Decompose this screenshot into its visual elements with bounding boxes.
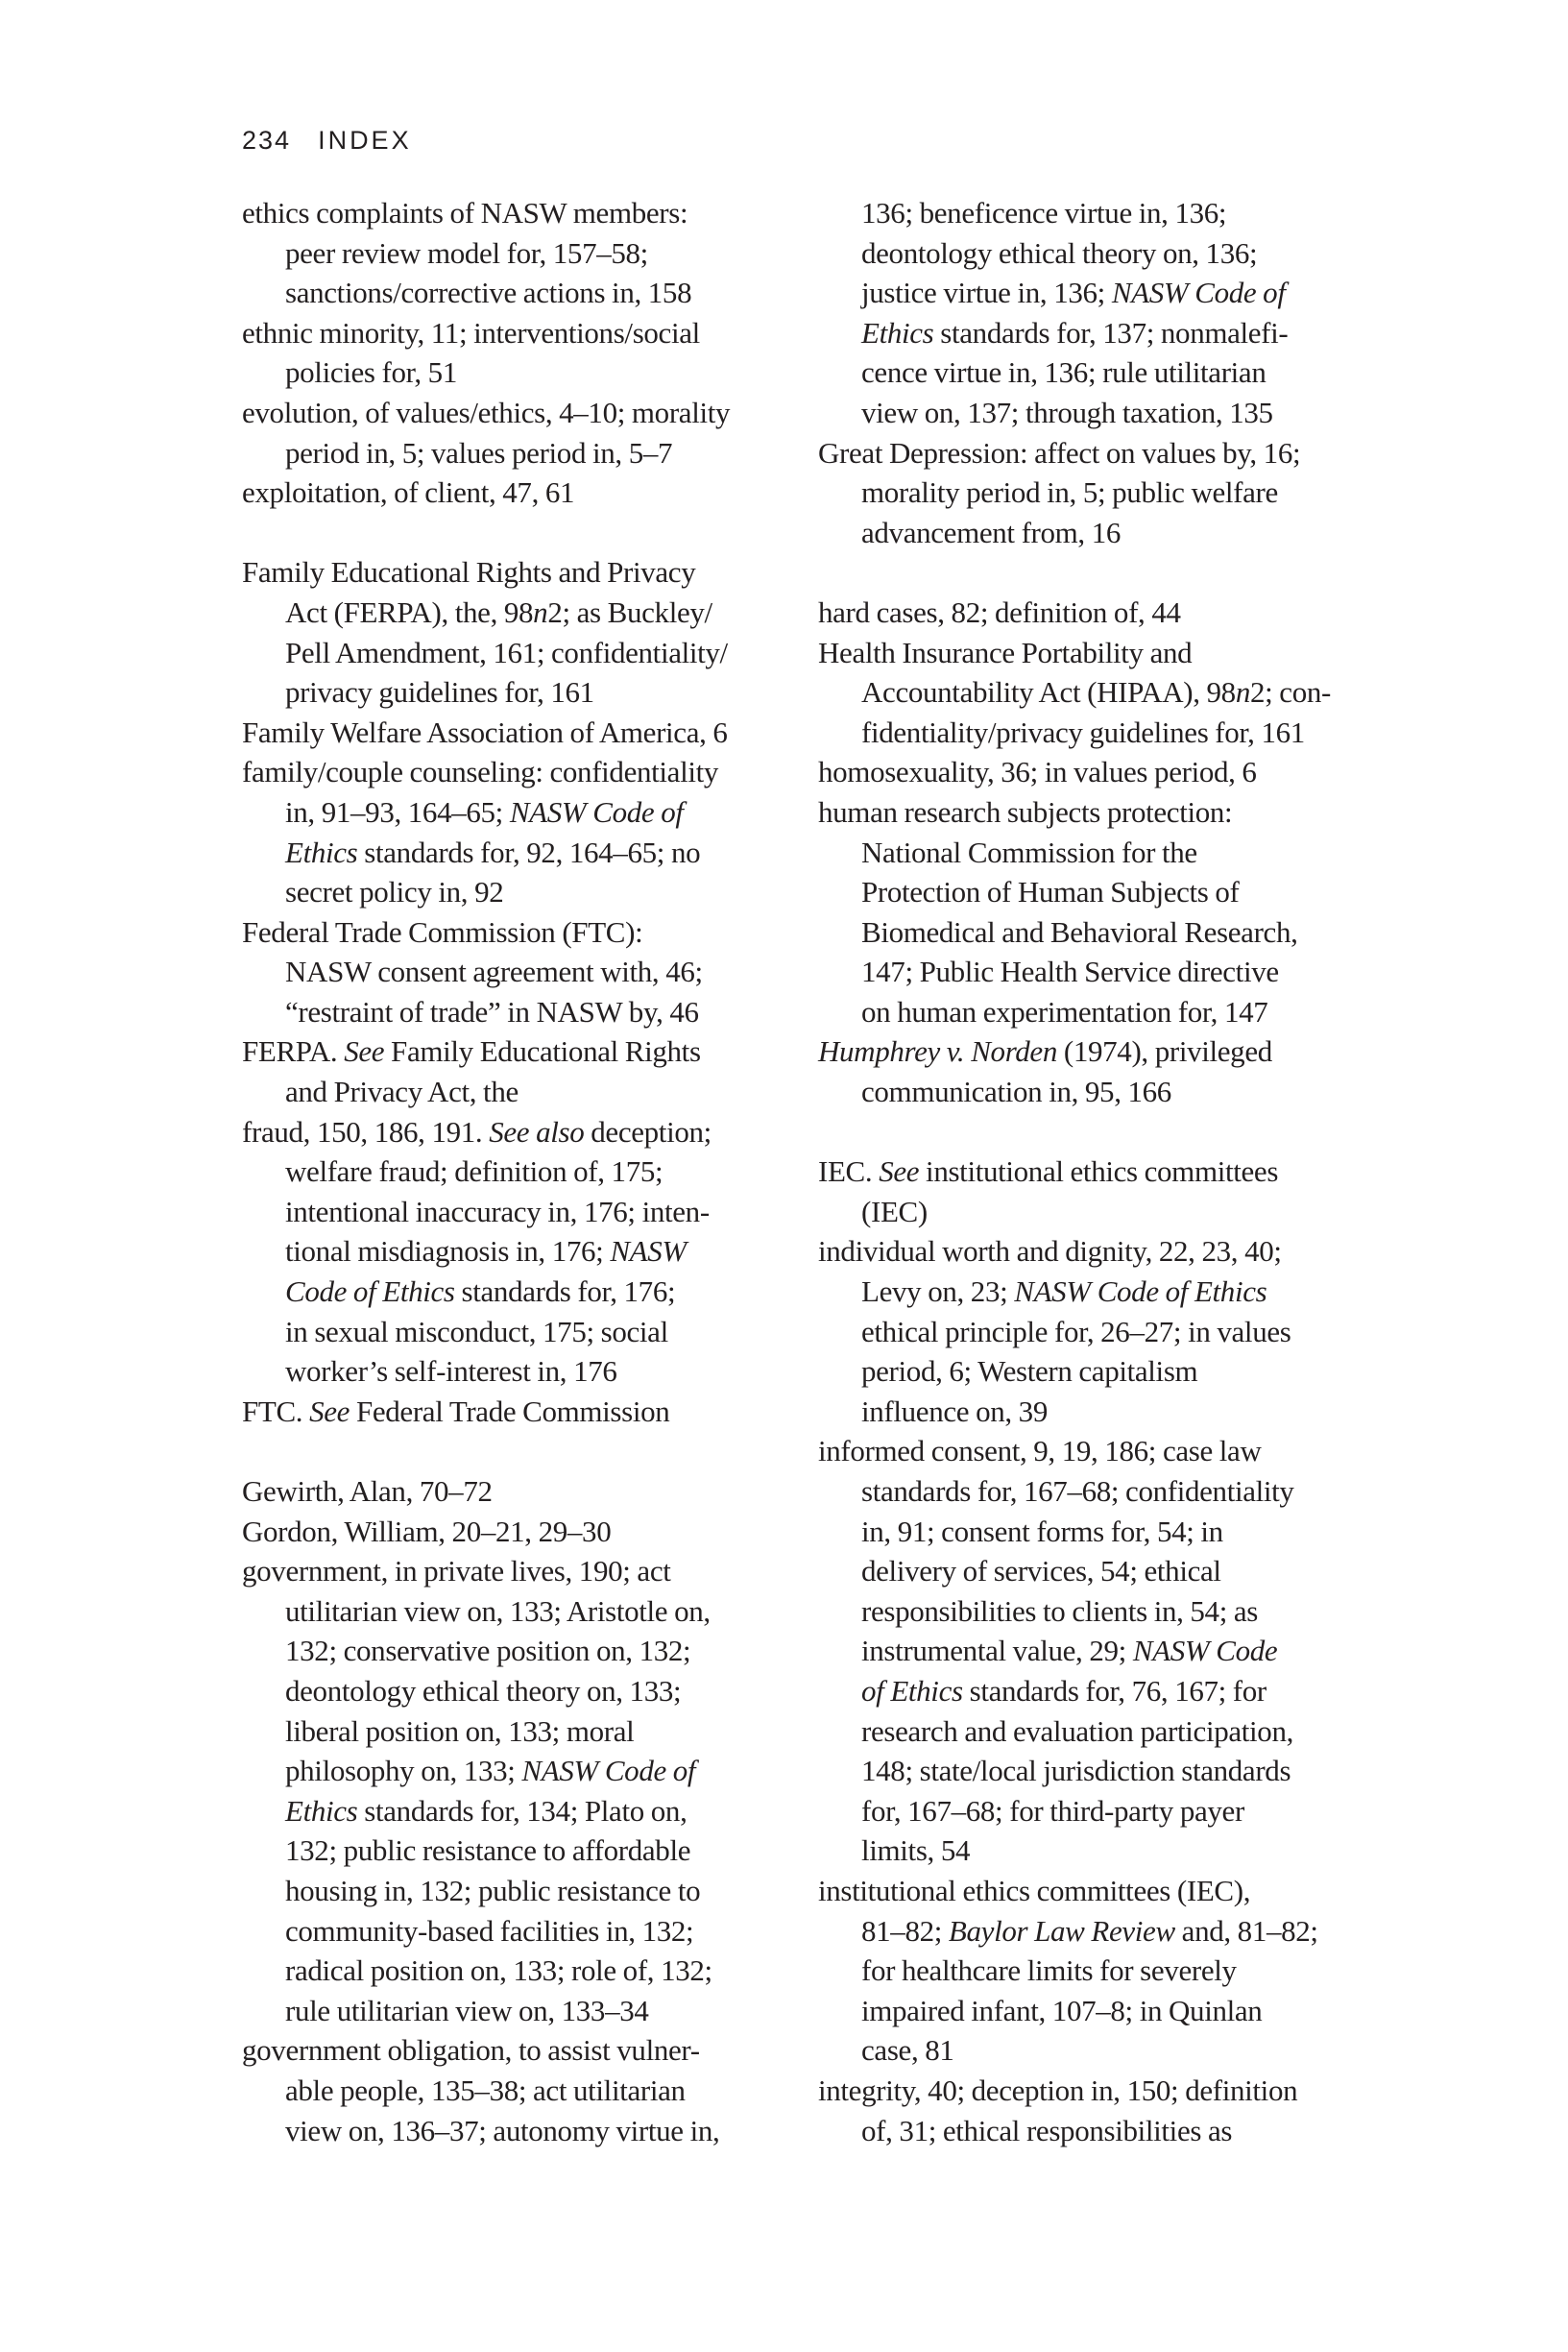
entry-text: ethics complaints of NASW members: [242, 196, 688, 230]
entry-text: period, 6; Western capitalism [861, 1354, 1198, 1389]
index-subline [818, 2111, 1385, 2151]
index-subline [818, 1751, 1385, 1791]
index-entry [818, 433, 1385, 473]
italic-text: NASW Code of [509, 794, 684, 829]
index-subline [242, 352, 808, 393]
index-subline [242, 2071, 808, 2111]
index-entry [818, 633, 1385, 673]
italic-text: Baylor Law Review [948, 1913, 1175, 1948]
index-entry [818, 1231, 1385, 1272]
index-subline [818, 233, 1385, 274]
index-entry [242, 1112, 808, 1152]
running-head [242, 123, 412, 158]
index-subline [818, 1671, 1385, 1711]
entry-text: fraud, 150, 186, 191. [242, 1114, 490, 1149]
entry-text: (IEC) [861, 1194, 928, 1228]
entry-text: secret policy in, 92 [285, 875, 504, 909]
entry-text: view on, 136–37; autonomy virtue in, [285, 2113, 720, 2147]
entry-text: family/couple counseling: confidentiality [242, 755, 719, 789]
entry-text: responsibilities to clients in, 54; as [861, 1593, 1258, 1628]
italic-text: NASW Code [1132, 1634, 1278, 1668]
entry-text: in sexual misconduct, 175; social [285, 1314, 668, 1348]
index-subline [242, 273, 808, 313]
index-subline [818, 952, 1385, 992]
entry-text: policies for, 51 [285, 355, 457, 390]
italic-text: NASW Code of Ethics [1014, 1274, 1267, 1309]
entry-text: community-based facilities in, 132; [285, 1913, 694, 1948]
entry-text: influence on, 39 [861, 1394, 1048, 1428]
entry-text: advancement from, 16 [861, 515, 1122, 549]
entry-text: liberal position on, 133; moral [285, 1713, 635, 1748]
index-subline [818, 1711, 1385, 1752]
index-subline [818, 1272, 1385, 1312]
entry-text: 136; beneficence virtue in, 136; [861, 196, 1227, 230]
page-number: 234 [242, 126, 292, 155]
entry-text: 2; con- [1249, 675, 1331, 710]
entry-text: in, 91–93, 164–65; [285, 794, 510, 829]
entry-text: FERPA. [242, 1034, 345, 1069]
entry-text: deontology ethical theory on, 133; [285, 1673, 682, 1708]
index-subline [242, 633, 808, 673]
entry-text: communication in, 95, 166 [861, 1075, 1171, 1109]
entry-text: homosexuality, 36; in values period, 6 [818, 755, 1257, 789]
index-subline [818, 912, 1385, 953]
index-entry [242, 1031, 808, 1072]
index-subline [242, 433, 808, 473]
entry-text: justice virtue in, 136; [861, 276, 1112, 310]
entry-text: individual worth and dignity, 22, 23, 40; [818, 1234, 1282, 1269]
entry-text: standards for, 176; [454, 1274, 676, 1309]
italic-text: Humphrey v. Norden [818, 1034, 1057, 1069]
section-title: INDEX [318, 126, 412, 155]
index-subline [242, 1991, 808, 2031]
entry-text: 148; state/local jurisdiction standards [861, 1754, 1291, 1788]
index-subline [818, 1951, 1385, 1991]
index-entry [818, 2071, 1385, 2111]
entry-text: Great Depression: affect on values by, 16; [818, 435, 1301, 470]
index-subline [818, 1471, 1385, 1512]
index-subline [242, 1351, 808, 1392]
entry-text: integrity, 40; deception in, 150; definition [818, 2073, 1298, 2107]
entry-text: Gewirth, Alan, 70–72 [242, 1474, 493, 1508]
index-subline [818, 1072, 1385, 1112]
entry-text: institutional ethics committees (IEC), [818, 1873, 1251, 1907]
entry-text: 147; Public Health Service directive [861, 955, 1279, 989]
entry-text: standards for, 137; nonmalefi- [933, 315, 1289, 350]
index-gap [818, 1112, 1385, 1152]
index-subline [818, 1831, 1385, 1871]
entry-text: impaired infant, 107–8; in Quinlan [861, 1993, 1263, 2027]
italic-text: Ethics [861, 315, 934, 350]
index-subline [242, 1231, 808, 1272]
entry-text: peer review model for, 157–58; [285, 235, 648, 270]
entry-text: ethnic minority, 11; interventions/social [242, 315, 700, 350]
index-subline [242, 1671, 808, 1711]
index-subline [242, 1591, 808, 1632]
entry-text: and Privacy Act, the [285, 1075, 519, 1109]
index-subline [242, 1791, 808, 1831]
entry-text: 81–82; [861, 1913, 949, 1948]
index-subline [818, 872, 1385, 912]
entry-text: tional misdiagnosis in, 176; [285, 1234, 611, 1269]
index-subline [242, 593, 808, 633]
index-subline [242, 1911, 808, 1952]
index-subline [818, 1591, 1385, 1632]
entry-text: utilitarian view on, 133; Aristotle on, [285, 1593, 711, 1628]
entry-text: Biomedical and Behavioral Research, [861, 914, 1298, 949]
entry-text: (1974), privileged [1056, 1034, 1272, 1069]
index-subline [818, 992, 1385, 1032]
italic-text: See [344, 1034, 385, 1069]
index-subline [242, 1871, 808, 1911]
entry-text: intentional inaccuracy in, 176; inten- [285, 1194, 710, 1228]
entry-text: radical position on, 133; role of, 132; [285, 1953, 712, 1988]
index-subline [818, 1392, 1385, 1432]
entry-text: rule utilitarian view on, 133–34 [285, 1993, 649, 2027]
entry-text: privacy guidelines for, 161 [285, 675, 594, 710]
entry-text: FTC. [242, 1394, 310, 1428]
index-entry [242, 912, 808, 953]
index-subline [818, 393, 1385, 433]
entry-text: deontology ethical theory on, 136; [861, 235, 1258, 270]
index-entry [242, 393, 808, 433]
index-subline [818, 833, 1385, 873]
index-entry [242, 1551, 808, 1591]
entry-text: on human experimentation for, 147 [861, 994, 1268, 1029]
index-gap [242, 1431, 808, 1471]
entry-text: exploitation, of client, 47, 61 [242, 475, 575, 510]
entry-text: hard cases, 82; definition of, 44 [818, 594, 1181, 629]
index-subline [242, 872, 808, 912]
index-subline [818, 2030, 1385, 2071]
index-subline [818, 713, 1385, 753]
entry-text: Federal Trade Commission (FTC): [242, 914, 643, 949]
entry-text: worker’s self-interest in, 176 [285, 1354, 617, 1389]
index-subline [818, 193, 1385, 233]
index-entry [818, 752, 1385, 792]
index-entry [242, 713, 808, 753]
italic-text: Code of Ethics [285, 1274, 455, 1309]
index-subline [818, 473, 1385, 513]
entry-text: government, in private lives, 190; act [242, 1554, 671, 1588]
entry-text: housing in, 132; public resistance to [285, 1873, 701, 1907]
index-entry [242, 193, 808, 233]
italic-text: NASW Code of [521, 1754, 696, 1788]
index-entry [818, 1431, 1385, 1471]
index-column-left [242, 193, 808, 2150]
index-subline [242, 1072, 808, 1112]
italic-text: See also [489, 1114, 585, 1149]
entry-text: Federal Trade Commission [350, 1394, 670, 1428]
index-subline [818, 672, 1385, 713]
index-entry [242, 1512, 808, 1552]
entry-text: Gordon, William, 20–21, 29–30 [242, 1514, 612, 1548]
index-subline [242, 1751, 808, 1791]
index-subline [818, 1791, 1385, 1831]
entry-text: limits, 54 [861, 1833, 971, 1868]
index-entry [242, 473, 808, 513]
entry-text: 2; as Buckley/ [547, 594, 712, 629]
entry-text: Family Educational Rights [384, 1034, 701, 1069]
entry-text: Health Insurance Portability and [818, 635, 1193, 669]
italic-text: Ethics [285, 835, 358, 869]
index-entry [818, 1152, 1385, 1192]
entry-text: standards for, 92, 164–65; no [357, 835, 701, 869]
entry-text: standards for, 76, 167; for [962, 1673, 1266, 1708]
italic-text: See [309, 1394, 350, 1428]
index-subline [242, 2111, 808, 2151]
index-subline [818, 1911, 1385, 1952]
entry-text: period in, 5; values period in, 5–7 [285, 435, 673, 470]
index-entry [242, 313, 808, 353]
index-entry [818, 1871, 1385, 1911]
index-subline [818, 1512, 1385, 1552]
index-subline [242, 1631, 808, 1671]
index-subline [242, 1831, 808, 1871]
entry-text: sanctions/corrective actions in, 158 [285, 276, 692, 310]
italic-text: NASW Code of [1111, 276, 1286, 310]
entry-text: 132; conservative position on, 132; [285, 1634, 691, 1668]
entry-text: Accountability Act (HIPAA), 98 [861, 675, 1236, 710]
entry-text: “restraint of trade” in NASW by, 46 [285, 994, 699, 1029]
entry-text: deception; [584, 1114, 712, 1149]
index-gap [242, 513, 808, 553]
entry-text: institutional ethics committees [919, 1154, 1279, 1189]
entry-text: Levy on, 23; [861, 1274, 1015, 1309]
italic-text: n [533, 594, 548, 629]
index-gap [818, 552, 1385, 593]
index-subline [242, 1711, 808, 1752]
entry-text: cence virtue in, 136; rule utilitarian [861, 355, 1266, 390]
index-subline [242, 1272, 808, 1312]
index-subline [818, 1312, 1385, 1352]
index-subline [242, 672, 808, 713]
entry-text: Protection of Human Subjects of [861, 875, 1240, 909]
index-subline [242, 992, 808, 1032]
index-subline [818, 1631, 1385, 1671]
italic-text: NASW [610, 1234, 687, 1269]
entry-text: Act (FERPA), the, 98 [285, 594, 534, 629]
entry-text: government obligation, to assist vulner- [242, 2033, 700, 2068]
entry-text: for healthcare limits for severely [861, 1953, 1237, 1988]
entry-text: case, 81 [861, 2033, 954, 2068]
entry-text: human research subjects protection: [818, 794, 1233, 829]
entry-text: and, 81–82; [1174, 1913, 1318, 1948]
index-entry [242, 752, 808, 792]
entry-text: research and evaluation participation, [861, 1713, 1293, 1748]
entry-text: NASW consent agreement with, 46; [285, 955, 703, 989]
index-subline [818, 513, 1385, 553]
index-subline [818, 273, 1385, 313]
entry-text: fidentiality/privacy guidelines for, 161 [861, 715, 1305, 749]
entry-text: welfare fraud; definition of, 175; [285, 1154, 663, 1189]
index-subline [242, 1192, 808, 1232]
index-subline [242, 952, 808, 992]
entry-text: Family Educational Rights and Privacy [242, 555, 696, 590]
entry-text: delivery of services, 54; ethical [861, 1554, 1221, 1588]
entry-text: in, 91; consent forms for, 54; in [861, 1514, 1223, 1548]
entry-text: for, 167–68; for third-party payer [861, 1793, 1244, 1828]
index-subline [818, 1351, 1385, 1392]
index-subline [818, 1551, 1385, 1591]
entry-text: Pell Amendment, 161; confidentiality/ [285, 635, 728, 669]
entry-text: National Commission for the [861, 835, 1197, 869]
entry-text: ethical principle for, 26–27; in values [861, 1314, 1291, 1348]
entry-text: able people, 135–38; act utilitarian [285, 2073, 686, 2107]
index-entry [818, 593, 1385, 633]
entry-text: IEC. [818, 1154, 880, 1189]
entry-text: evolution, of values/ethics, 4–10; morality [242, 395, 731, 429]
entry-text: informed consent, 9, 19, 186; case law [818, 1434, 1262, 1468]
italic-text: of Ethics [861, 1673, 963, 1708]
index-subline [242, 833, 808, 873]
italic-text: See [879, 1154, 920, 1189]
index-subline [242, 792, 808, 833]
entry-text: view on, 137; through taxation, 135 [861, 395, 1273, 429]
index-entry [242, 552, 808, 593]
entry-text: philosophy on, 133; [285, 1754, 522, 1788]
index-subline [242, 1951, 808, 1991]
italic-text: Ethics [285, 1793, 358, 1828]
index-column-right [818, 193, 1385, 2150]
entry-text: 132; public resistance to affordable [285, 1833, 691, 1868]
entry-text: morality period in, 5; public welfare [861, 475, 1278, 510]
index-subline [242, 1312, 808, 1352]
index-entry [242, 1392, 808, 1432]
index-subline [818, 352, 1385, 393]
italic-text: n [1235, 675, 1250, 710]
index-subline [818, 313, 1385, 353]
index-subline [818, 1991, 1385, 2031]
entry-text: standards for, 134; Plato on, [357, 1793, 688, 1828]
index-subline [818, 1192, 1385, 1232]
entry-text: of, 31; ethical responsibilities as [861, 2113, 1233, 2147]
index-entry [818, 792, 1385, 833]
index-subline [242, 1152, 808, 1192]
index-entry [242, 2030, 808, 2071]
index-subline [242, 233, 808, 274]
entry-text: Family Welfare Association of America, 6 [242, 715, 728, 749]
index-entry [818, 1031, 1385, 1072]
index-entry [242, 1471, 808, 1512]
entry-text: standards for, 167–68; confidentiality [861, 1474, 1294, 1508]
entry-text: instrumental value, 29; [861, 1634, 1133, 1668]
